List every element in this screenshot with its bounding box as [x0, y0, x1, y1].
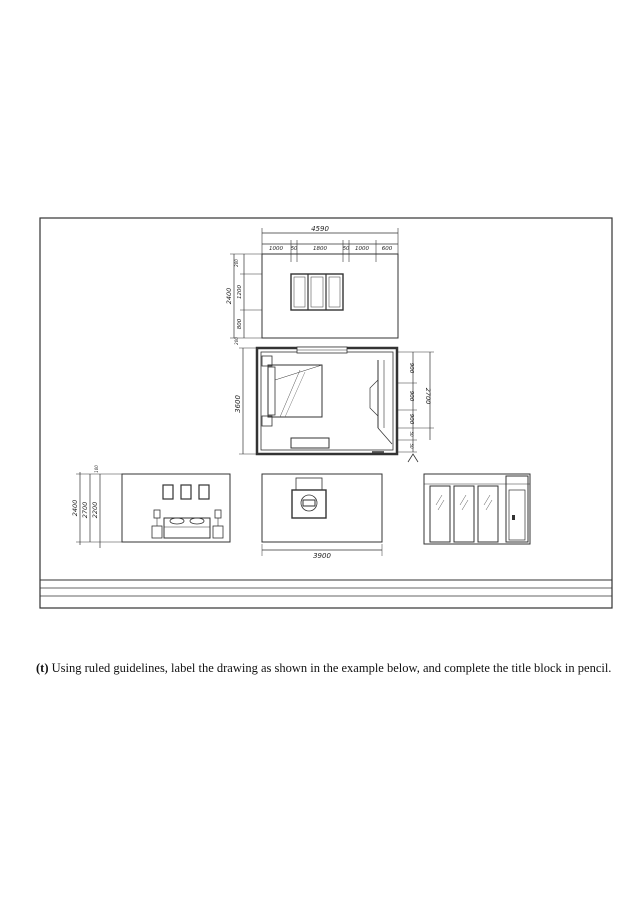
dim-left-2: 2700 [81, 501, 89, 519]
dim-center-width: 3900 [313, 552, 331, 560]
dim-plan-right-5: 50 [409, 431, 414, 437]
dim-segment-6: 600 [381, 246, 393, 252]
dim-plan-right-1: 900 [408, 362, 414, 374]
instruction-body: Using ruled guidelines, label the drawing as shown in the example below, and complete the title block in pencil. [51, 661, 612, 675]
dim-plan-right-2: 900 [408, 390, 414, 402]
floor-plan-view [234, 347, 434, 462]
wall-unit [292, 490, 326, 518]
dim-left-1: 2400 [71, 499, 79, 517]
instruction-text [36, 660, 616, 676]
bed [268, 365, 322, 417]
dim-segment-4: 50 [342, 246, 350, 252]
bed-elevation [164, 518, 210, 538]
dim-segment-1: 1000 [269, 246, 283, 252]
dim-small-top: 200 [234, 259, 239, 267]
right-elevation-view [424, 474, 530, 544]
dim-height-sill: 800 [237, 318, 243, 330]
instruction-label: (t) [36, 661, 49, 675]
dim-segment-3: 1800 [313, 246, 327, 252]
dim-overall-width: 4590 [311, 225, 329, 233]
dim-small-bottom: 200 [234, 337, 239, 345]
dim-plan-right-3: 900 [408, 413, 414, 425]
center-elevation-view [262, 474, 382, 560]
window-triple [291, 274, 343, 310]
dim-plan-right-total: 2700 [424, 387, 432, 405]
dim-segment-2: 50 [290, 246, 298, 252]
dim-left-3: 2200 [91, 501, 99, 519]
left-elevation-view [71, 465, 230, 548]
top-elevation-view [225, 225, 398, 345]
dim-height-total: 2400 [225, 287, 233, 305]
dim-height-window: 1200 [237, 285, 243, 299]
dim-segment-5: 1000 [355, 246, 369, 252]
dim-plan-right-6: 50 [409, 443, 414, 449]
dim-left-small: 100 [94, 465, 99, 473]
dim-plan-depth: 3600 [234, 395, 242, 413]
